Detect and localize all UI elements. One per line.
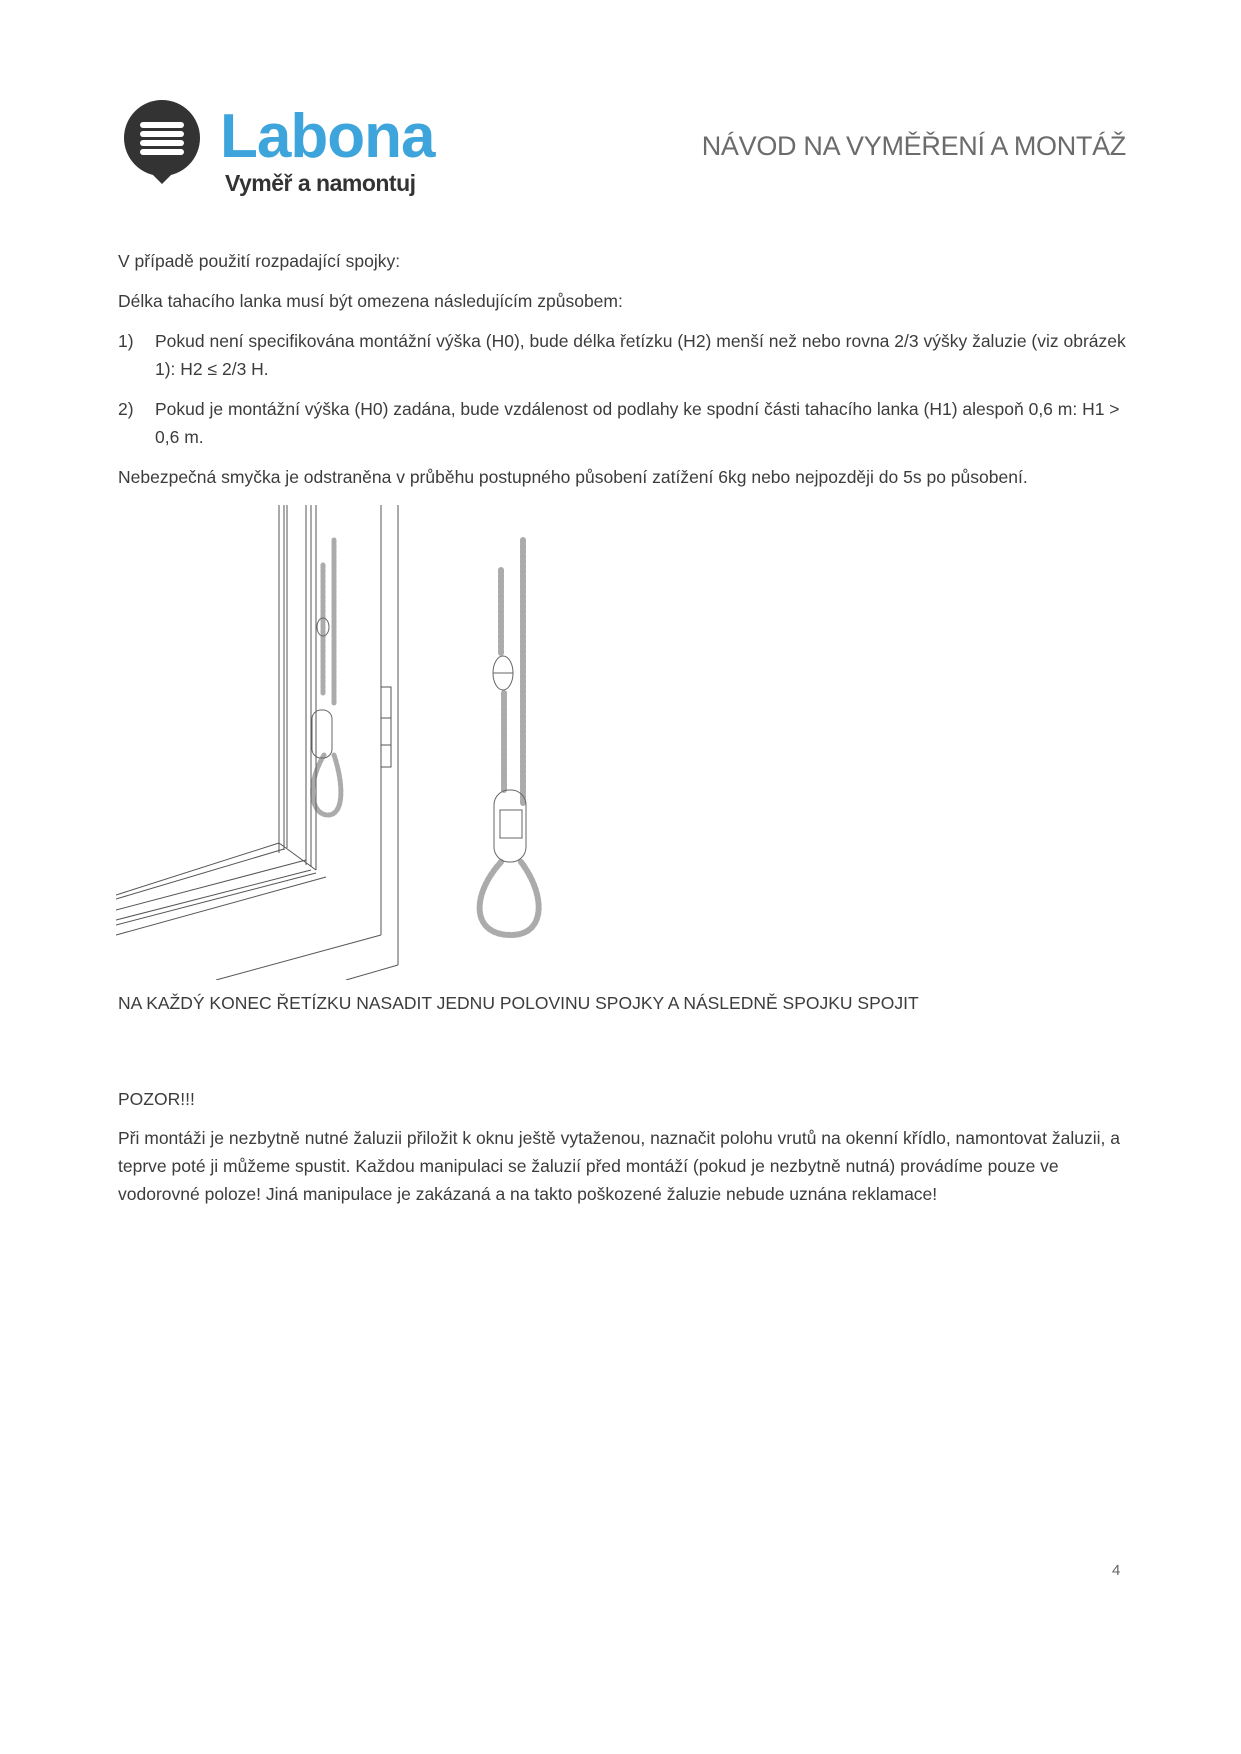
safety-note: Nebezpečná smyčka je odstraněna v průběhu postupného působení zatížení 6kg nebo nejpozději do 5s po působení. (118, 467, 1028, 487)
document-title: NÁVOD NA VYMĚŘENÍ A MONTÁŽ (701, 131, 1126, 161)
list-item (118, 395, 1128, 451)
list-number: 2) (118, 399, 134, 419)
figure-caption: NA KAŽDÝ KONEC ŘETÍZKU NASADIT JEDNU POLOVINU SPOJKY A NÁSLEDNĚ SPOJKU SPOJIT (118, 993, 919, 1013)
warning-section (118, 1085, 1128, 1208)
warning-title: POZOR!!! (118, 1089, 195, 1109)
brand-tagline: Vyměř a namontuj (225, 170, 416, 196)
page-number: 4 (1112, 1562, 1121, 1579)
lead-text: Délka tahacího lanka musí být omezena následujícím způsobem: (118, 291, 623, 311)
instructions-section (118, 247, 1128, 503)
list-text: Pokud není specifikována montážní výška (H0), bude délka řetízku (H2) menší než nebo rovna 2/3 výšky žaluzie (viz obrázek 1): H2 ≤ 2/3 H. (155, 331, 1126, 379)
warning-text: Při montáži je nezbytně nutné žaluzii přiložit k oknu ještě vytaženou, naznačit polohu vrutů na okenní křídlo, namontovat žaluzii, a teprve poté ji můžeme spustit. Každou manipulaci se žaluzií před montáží (pokud je nezbytně nutná) provádíme pouze ve vodorovné poloze! Jiná manipulace je zakázaná a na takto poškozené žaluzie nebude uznána reklamace! (118, 1128, 1120, 1204)
brand-name: Labona (220, 102, 435, 171)
brand-logo (122, 100, 452, 200)
list-text: Pokud je montážní výška (H0) zadána, bude vzdálenost od podlahy ke spodní části tahacího lanka (H1) alespoň 0,6 m: H1 > 0,6 m. (155, 399, 1120, 447)
list-number: 1) (118, 331, 134, 351)
intro-text: V případě použití rozpadající spojky: (118, 251, 401, 271)
chain-connector-illustration (116, 505, 566, 980)
blinds-pin-icon (122, 100, 202, 195)
list-item (118, 327, 1128, 383)
